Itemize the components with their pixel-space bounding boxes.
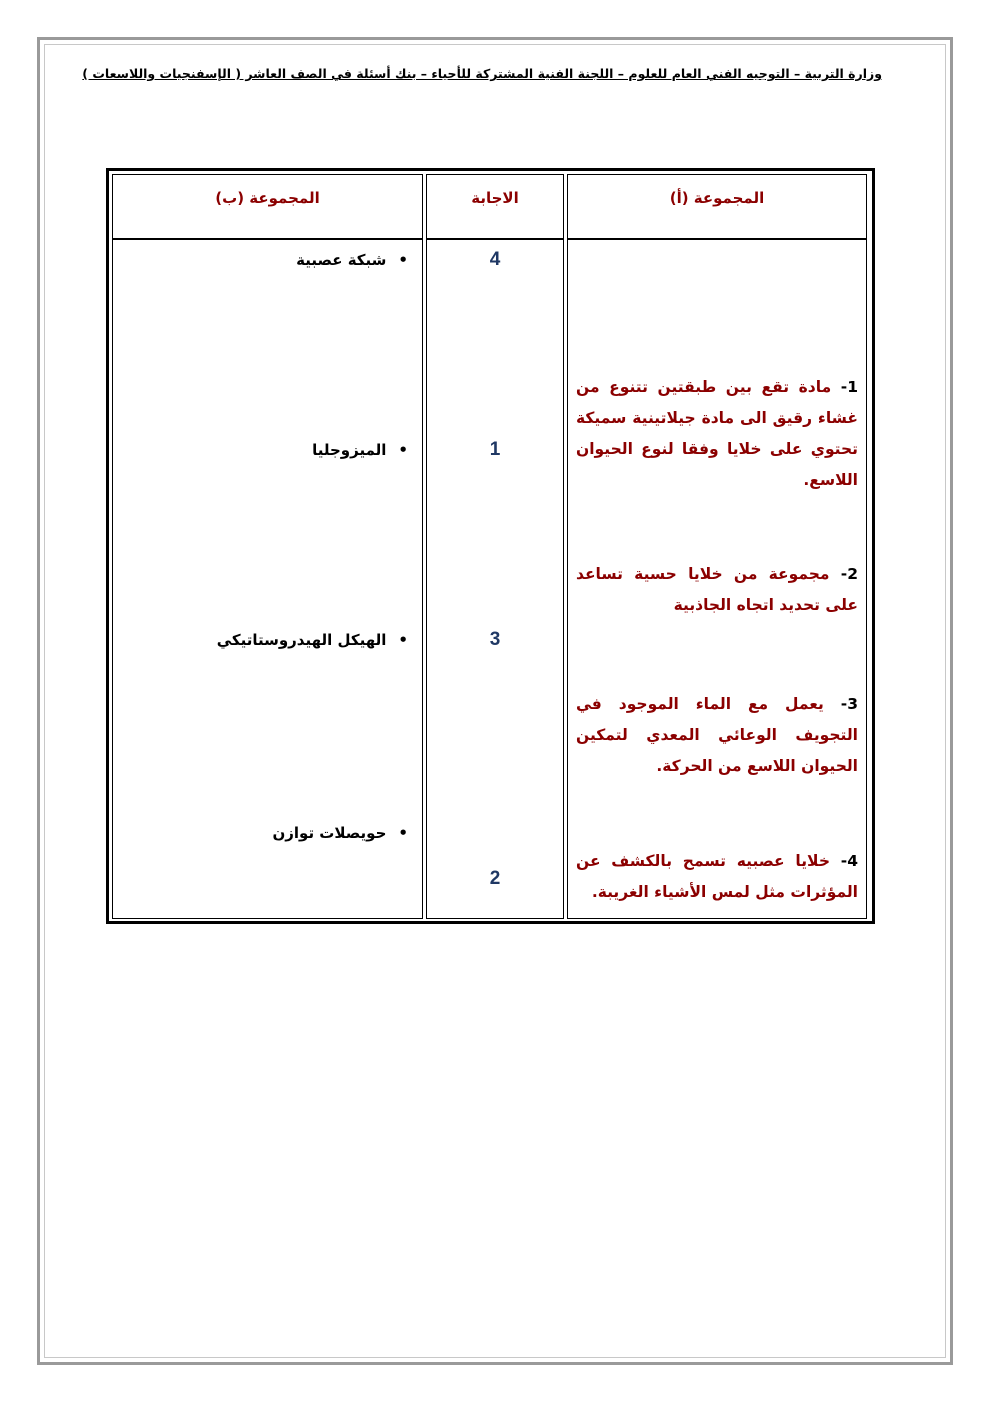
group-a-item-4	[576, 846, 858, 908]
group-a-item-2	[576, 559, 858, 621]
group-a-item-2-text: مجموعة من خلايا حسية تساعد على تحديد اتجاه الجاذبية	[576, 565, 858, 614]
group-a-item-3	[576, 689, 858, 782]
bullet-icon: •	[398, 251, 408, 269]
group-b-item-3	[108, 631, 408, 649]
matching-table	[106, 168, 875, 924]
group-a-item-1	[576, 372, 858, 496]
bullet-icon: •	[398, 631, 408, 649]
group-b-item-1	[108, 251, 408, 269]
page-header: وزارة التربية – التوجيه الفني العام للعلوم – اللجنة الفنية المشتركة للأحياء – بنك أسئلة في الصف العاشر ( الإسفنجيات واللاسعات )	[82, 66, 882, 81]
group-b-item-3-text: الهيكل الهيدروستاتيكي	[216, 631, 387, 649]
header-group-a-cell	[567, 174, 867, 239]
answer-2: 1	[489, 439, 501, 460]
group-a-column	[567, 239, 867, 919]
group-b-item-4-text: حويصلات توازن	[272, 824, 387, 842]
answer-1: 4	[489, 249, 501, 270]
group-b-item-4	[108, 824, 408, 842]
header-answer: الاجابة	[471, 189, 519, 207]
group-b-column	[112, 239, 423, 919]
group-a-item-3-number: 3-	[840, 695, 858, 713]
group-b-item-2	[108, 441, 408, 459]
header-group-b: المجموعة (ب)	[215, 189, 320, 207]
answer-3: 3	[489, 629, 501, 650]
group-a-item-3-text: يعمل مع الماء الموجود في التجويف الوعائي المعدي لتمكين الحيوان اللاسع من الحركة.	[576, 695, 858, 775]
group-a-item-1-text: مادة تقع بين طبقتين تتنوع من غشاء رقيق الى مادة جيلاتينية سميكة تحتوي على خلايا وفقا لنوع الحيوان اللاسع.	[576, 378, 858, 489]
group-a-item-2-number: 2-	[840, 565, 858, 583]
bullet-icon: •	[398, 441, 408, 459]
answer-4: 2	[489, 868, 501, 889]
bullet-icon: •	[398, 824, 408, 842]
header-answer-cell	[426, 174, 564, 239]
header-group-b-cell	[112, 174, 423, 239]
group-b-item-2-text: الميزوجليا	[312, 441, 387, 459]
group-b-item-1-text: شبكة عصبية	[296, 251, 387, 269]
header-group-a: المجموعة (أ)	[669, 189, 765, 207]
answer-column	[426, 239, 564, 919]
group-a-item-4-text: خلايا عصبيه تسمح بالكشف عن المؤثرات مثل لمس الأشياء الغريبة.	[576, 852, 858, 901]
group-a-item-1-number: 1-	[840, 378, 858, 396]
group-a-item-4-number: 4-	[840, 852, 858, 870]
